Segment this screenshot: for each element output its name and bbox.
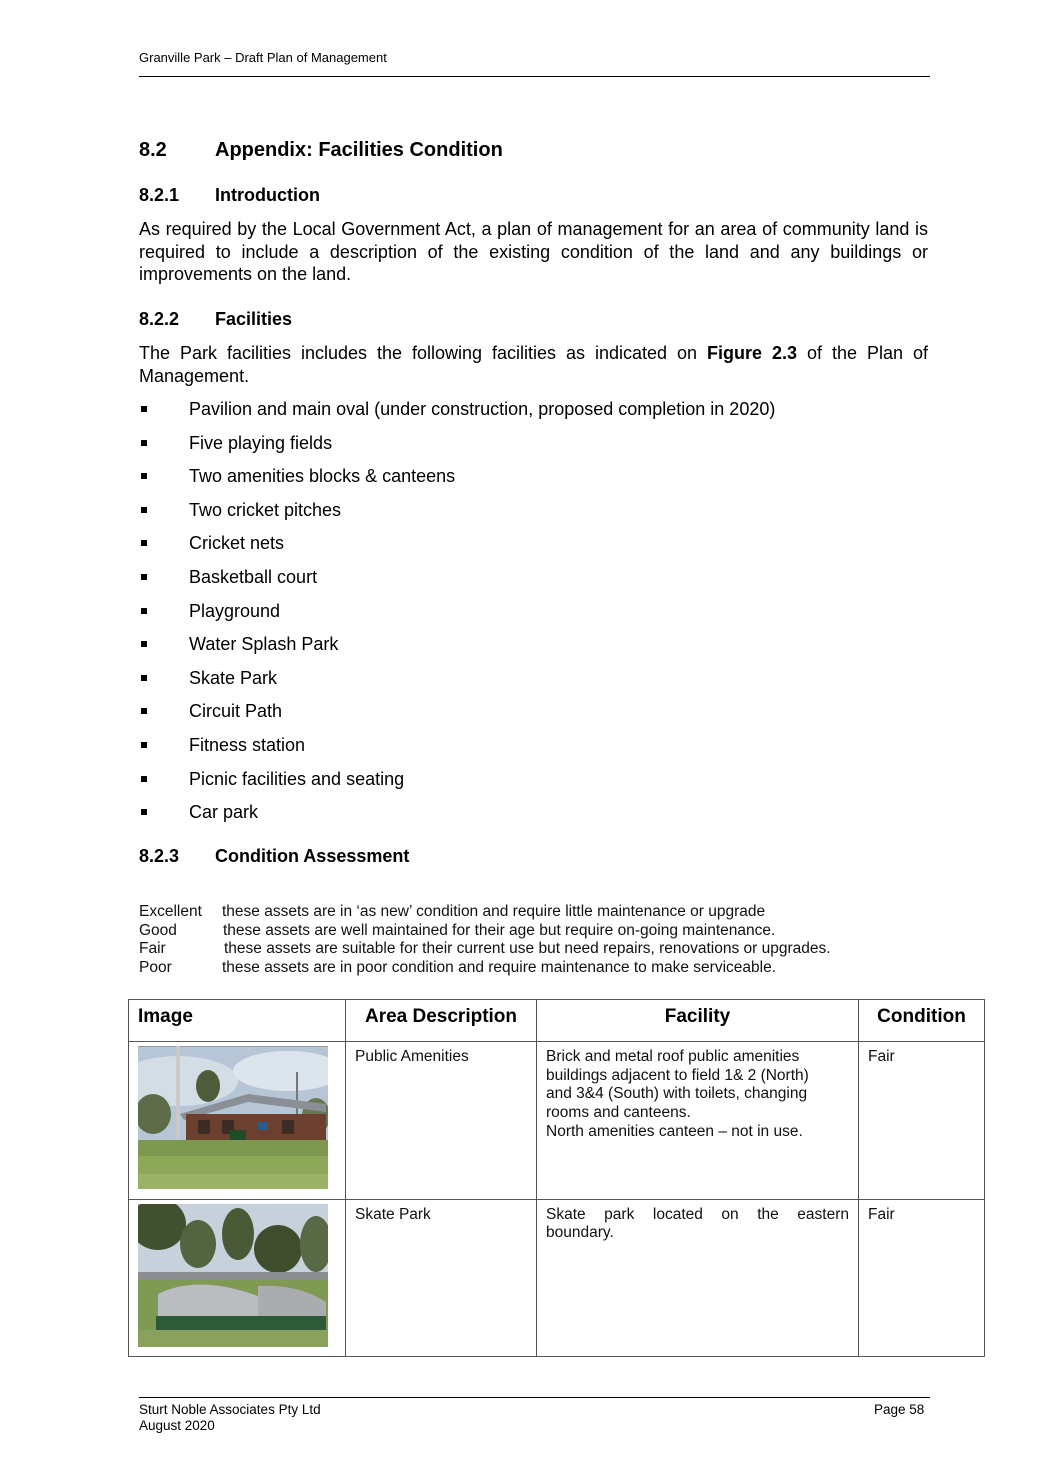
table-header-row xyxy=(129,1000,985,1042)
bullet-icon xyxy=(141,608,147,614)
list-item xyxy=(139,533,929,567)
legend-definition: these assets are in poor condition and require maintenance to make serviceable. xyxy=(222,959,777,977)
list-item xyxy=(139,802,929,836)
skate-park-photo xyxy=(138,1204,328,1347)
header-rule xyxy=(139,76,930,77)
list-item xyxy=(139,433,929,467)
list-item-text: Cricket nets xyxy=(189,533,285,554)
list-item xyxy=(139,769,929,803)
intro-paragraph: As required by the Local Government Act, a plan of management for an area of community land is required to include a description of the existing condition of the land and any buildings or improvements on the land. xyxy=(139,219,928,284)
section-heading xyxy=(0,139,1041,165)
facility-line: and 3&4 (South) with toilets, changing xyxy=(546,1085,808,1103)
intro-title: Introduction xyxy=(215,185,320,205)
bullet-icon xyxy=(141,675,147,681)
list-item-text: Car park xyxy=(189,802,259,823)
table-row xyxy=(129,1042,985,1200)
facilities-list xyxy=(139,399,929,836)
section-title: Appendix: Facilities Condition xyxy=(215,139,503,161)
area-description-cell: Skate Park xyxy=(346,1199,537,1357)
list-item xyxy=(139,601,929,635)
column-header-facility: Facility xyxy=(537,1000,859,1042)
bullet-icon xyxy=(141,507,147,513)
list-item-text: Pavilion and main oval (under construction, proposed completion in 2020) xyxy=(189,399,776,419)
list-item-text: Playground xyxy=(189,600,281,621)
condition-table xyxy=(128,999,985,1357)
image-cell xyxy=(129,1042,346,1200)
page-number: Page 58 xyxy=(874,1402,925,1417)
assessment-number: 8.2.3 xyxy=(139,846,180,866)
section-number: 8.2 xyxy=(139,139,167,161)
list-item-text: Skate Park xyxy=(189,667,278,688)
footer-company: Sturt Noble Associates Pty Ltd xyxy=(139,1402,321,1417)
facility-line: buildings adjacent to field 1& 2 (North) xyxy=(546,1066,809,1084)
bullet-icon xyxy=(141,776,147,782)
facilities-heading xyxy=(0,309,1041,333)
list-item-text: Circuit Path xyxy=(189,701,283,722)
bullet-icon xyxy=(141,742,147,748)
assessment-title: Condition Assessment xyxy=(215,846,410,866)
list-item-text: Two amenities blocks & canteens xyxy=(189,466,456,487)
area-description-cell: Public Amenities xyxy=(346,1042,537,1200)
list-item xyxy=(139,735,929,769)
footer-left xyxy=(139,1402,321,1434)
list-item-text: Picnic facilities and seating xyxy=(189,768,405,789)
legend-definition: these assets are suitable for their current use but need repairs, renovations or upgrades. xyxy=(224,940,831,958)
bullet-icon xyxy=(141,406,147,412)
list-item xyxy=(139,466,929,500)
amenities-building-photo xyxy=(138,1046,328,1189)
bullet-icon xyxy=(141,473,147,479)
list-item xyxy=(139,567,929,601)
facilities-title: Facilities xyxy=(215,309,293,329)
bullet-icon xyxy=(141,809,147,815)
footer-date: August 2020 xyxy=(139,1418,215,1433)
bullet-icon xyxy=(141,708,147,714)
figure-reference: Figure 2.3 xyxy=(707,343,798,363)
list-item-text: Five playing fields xyxy=(189,432,333,453)
facilities-paragraph xyxy=(139,342,928,387)
condition-cell: Fair xyxy=(859,1042,985,1200)
intro-heading xyxy=(0,185,1041,209)
legend-definition: these assets are in ‘as new’ condition and require little maintenance or upgrade xyxy=(222,903,766,920)
list-item-text: Fitness station xyxy=(189,734,306,755)
bullet-icon xyxy=(141,540,147,546)
facility-line: North amenities canteen – not in use. xyxy=(546,1122,803,1140)
list-item xyxy=(139,668,929,702)
facility-line: Brick and metal roof public amenities xyxy=(546,1048,800,1065)
facility-cell xyxy=(537,1042,859,1200)
facilities-text-start: The Park facilities includes the following facilities as indicated on xyxy=(139,343,708,363)
footer-rule xyxy=(139,1397,930,1398)
list-item xyxy=(139,634,929,668)
list-item-text: Two cricket pitches xyxy=(189,499,342,520)
bullet-icon xyxy=(141,574,147,580)
facilities-text-end: of the Plan of Management. xyxy=(139,343,929,386)
legend-term: Excellent xyxy=(139,903,202,920)
intro-number: 8.2.1 xyxy=(139,185,180,205)
bullet-icon xyxy=(141,641,147,647)
facilities-number: 8.2.2 xyxy=(139,309,180,329)
legend-term: Good xyxy=(139,921,177,939)
image-cell xyxy=(129,1199,346,1357)
table-row xyxy=(129,1199,985,1357)
assessment-heading xyxy=(0,846,1041,870)
legend-definition: these assets are well maintained for their age but require on-going maintenance. xyxy=(223,921,776,939)
column-header-area: Area Description xyxy=(346,1000,537,1042)
column-header-image: Image xyxy=(129,1000,346,1042)
running-header: Granville Park – Draft Plan of Management xyxy=(139,50,387,65)
list-item-text: Basketball court xyxy=(189,566,318,587)
facility-line: rooms and canteens. xyxy=(546,1104,691,1122)
column-header-condition: Condition xyxy=(859,1000,985,1042)
list-item xyxy=(139,399,929,433)
list-item xyxy=(139,500,929,534)
list-item xyxy=(139,701,929,735)
facility-cell: Skate park located on the eastern boundary. xyxy=(537,1199,859,1357)
legend-term: Fair xyxy=(139,940,166,958)
list-item-text: Water Splash Park xyxy=(189,634,339,655)
condition-cell: Fair xyxy=(859,1199,985,1357)
legend-term: Poor xyxy=(139,959,172,977)
bullet-icon xyxy=(141,440,147,446)
